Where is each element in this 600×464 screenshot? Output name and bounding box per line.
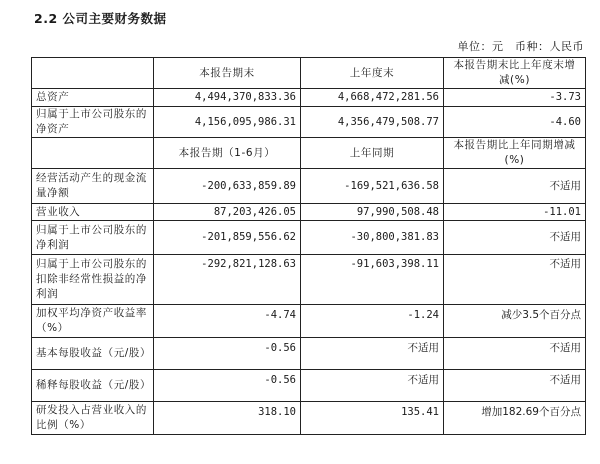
table-row bbox=[32, 305, 586, 338]
row-current-value: 318.10 bbox=[154, 402, 301, 435]
row-label: 归属于上市公司股东的净利润 bbox=[32, 221, 154, 255]
row-previous-value: -91,603,398.11 bbox=[301, 255, 444, 305]
row-current-value: -0.56 bbox=[154, 370, 301, 402]
table-row bbox=[32, 107, 586, 138]
row-label: 基本每股收益（元/股） bbox=[32, 338, 154, 370]
row-change-value: 不适用 bbox=[444, 338, 586, 370]
row-current-value: 4,494,370,833.36 bbox=[154, 89, 301, 107]
row-previous-value: 97,990,508.48 bbox=[301, 204, 444, 221]
row-change-value: 不适用 bbox=[444, 370, 586, 402]
row-previous-value: -1.24 bbox=[301, 305, 444, 338]
financial-data-table bbox=[31, 57, 586, 435]
table2-header-row bbox=[32, 138, 586, 169]
row-change-value: -11.01 bbox=[444, 204, 586, 221]
row-label: 总资产 bbox=[32, 89, 154, 107]
unit-currency-line: 单位：元 币种：人民币 bbox=[457, 40, 584, 53]
row-current-value: -292,821,128.63 bbox=[154, 255, 301, 305]
table2-header-blank bbox=[32, 138, 154, 169]
table-row bbox=[32, 402, 586, 435]
row-label: 营业收入 bbox=[32, 204, 154, 221]
row-change-value: -3.73 bbox=[444, 89, 586, 107]
row-previous-value: -169,521,636.58 bbox=[301, 169, 444, 204]
table-row bbox=[32, 89, 586, 107]
row-label: 加权平均净资产收益率（%） bbox=[32, 305, 154, 338]
table1-header-row bbox=[32, 58, 586, 89]
table-row bbox=[32, 221, 586, 255]
table-row bbox=[32, 370, 586, 402]
row-change-value: 减少3.5个百分点 bbox=[444, 305, 586, 338]
row-previous-value: 不适用 bbox=[301, 338, 444, 370]
section-title: 2.2 公司主要财务数据 bbox=[34, 11, 167, 26]
row-change-value: 不适用 bbox=[444, 169, 586, 204]
table1-header-blank bbox=[32, 58, 154, 89]
table-row bbox=[32, 338, 586, 370]
row-current-value: 4,156,095,986.31 bbox=[154, 107, 301, 138]
row-current-value: -0.56 bbox=[154, 338, 301, 370]
table1-header-previous: 上年度末 bbox=[301, 58, 444, 89]
row-change-value: 不适用 bbox=[444, 221, 586, 255]
row-label: 归属于上市公司股东的净资产 bbox=[32, 107, 154, 138]
row-current-value: -200,633,859.89 bbox=[154, 169, 301, 204]
table2-header-change: 本报告期比上年同期增减(%) bbox=[444, 138, 586, 169]
row-change-value: -4.60 bbox=[444, 107, 586, 138]
row-change-value: 增加182.69个百分点 bbox=[444, 402, 586, 435]
row-previous-value: 不适用 bbox=[301, 370, 444, 402]
row-label: 经营活动产生的现金流量净额 bbox=[32, 169, 154, 204]
table-row bbox=[32, 204, 586, 221]
row-current-value: 87,203,426.05 bbox=[154, 204, 301, 221]
row-current-value: -201,859,556.62 bbox=[154, 221, 301, 255]
row-label: 归属于上市公司股东的扣除非经常性损益的净利润 bbox=[32, 255, 154, 305]
row-previous-value: 135.41 bbox=[301, 402, 444, 435]
row-label: 研发投入占营业收入的比例（%） bbox=[32, 402, 154, 435]
row-previous-value: 4,356,479,508.77 bbox=[301, 107, 444, 138]
table2-header-previous: 上年同期 bbox=[301, 138, 444, 169]
row-current-value: -4.74 bbox=[154, 305, 301, 338]
table-row bbox=[32, 169, 586, 204]
row-label: 稀释每股收益（元/股） bbox=[32, 370, 154, 402]
table2-header-current: 本报告期（1-6月） bbox=[154, 138, 301, 169]
row-change-value: 不适用 bbox=[444, 255, 586, 305]
table1-header-change: 本报告期末比上年度末增减(%) bbox=[444, 58, 586, 89]
row-previous-value: -30,800,381.83 bbox=[301, 221, 444, 255]
table-row bbox=[32, 255, 586, 305]
table1-header-current: 本报告期末 bbox=[154, 58, 301, 89]
row-previous-value: 4,668,472,281.56 bbox=[301, 89, 444, 107]
